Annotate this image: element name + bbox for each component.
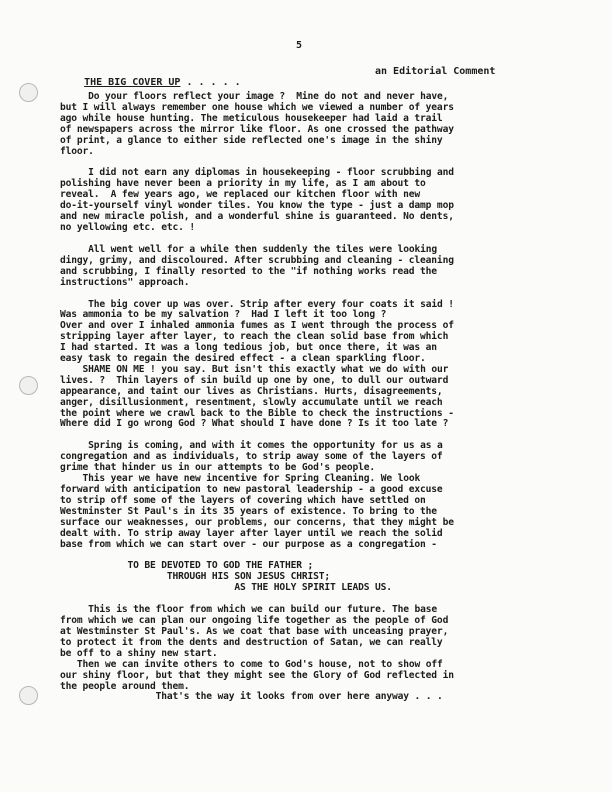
punch-hole <box>19 686 38 705</box>
page-number: 5 <box>296 40 303 51</box>
paragraph: Spring is coming, and with it comes the opportunity for us as a congregation and as individuals, to strip away some of the layers of grime that hinder us in our attempts to be God's people. This year we have new incentive for Spring Cleaning. We look forward with anticipation to new pastoral leadership - a good excuse to strip off some of the layers of covering which have settled on Westminster St Paul's in its 35 years of existence. To bring to the surface our weaknesses, our problems, our concerns, that they might be dealt with. To strip away layer after layer until we reach the solid base from which we can start over - our purpose as a congregation - <box>60 440 454 550</box>
paragraph: All went well for a while then suddenly the tiles were looking dingy, grimy, and discoloured. After scrubbing and cleaning - cleaning and scrubbing, I finally resorted to the "if nothing works read the instructions" approach. <box>60 243 454 288</box>
motto-line: TO BE DEVOTED TO GOD THE FATHER ; <box>60 560 314 572</box>
paragraph: Do your floors reflect your image ? Mine do not and never have, but I will always remember one house which we viewed a number of years ago while house hunting. The meticulous housekeeper had laid a trail of newspapers across the mirror like floor. As one crossed the pathway of print, a glance to either side reflected one's image in the shiny floor. <box>60 91 454 157</box>
title-dots: . . . . . <box>180 77 241 88</box>
motto-line: THROUGH HIS SON JESUS CHRIST; <box>60 571 331 583</box>
punch-hole <box>19 376 38 395</box>
article-body <box>60 92 560 703</box>
paragraph: I did not earn any diplomas in housekeeping - floor scrubbing and polishing have never been a priority in my life, as I am about to reveal. A few years ago, we replaced our kitchen floor with new do-it-yourself vinyl wonder tiles. You know the type - just a damp mop and new miracle polish, and a wonderful shine is guaranteed. No dents, no yellowing etc. etc. ! <box>60 167 454 233</box>
paragraph: The big cover up was over. Strip after every four coats it said ! Was ammonia to be my salvation ? Had I left it too long ? Over and over I inhaled ammonia fumes as I went through the process of stripping layer after layer, to reach the clean solid base from which I had started. It was a long tedious job, but once there, it was an easy task to regain the desired effect - a clean sparkling floor. SHAME ON ME ! you say. But isn't this exactly what we do with our lives. ? Thin layers of sin build up one by one, to dull our outward appearance, and taint our lives as Christians. Hurts, disagreements, anger, disillusionment, resentment, slowly accumulate until we reach the point where we crawl back to the Bible to check the instructions - Where did I go wrong God ? What should I have done ? Is it too late ? <box>60 298 454 430</box>
paragraph: This is the floor from which we can build our future. The base from which we can plan our ongoing life together as the people of God at Westminster St Paul's. As we coat that base with unceasing prayer, to protect it from the dents and destruction of Satan, we can really be off to a shiny new start. Then we can invite others to come to God's house, not to show off our shiny floor, but that they might see the Glory of God reflected in the people around them. That's the way it looks from over here anyway . . . <box>60 604 454 703</box>
motto-block <box>60 561 560 594</box>
punch-hole <box>19 83 38 102</box>
article-title: THE BIG COVER UP <box>84 77 181 88</box>
motto-line: AS THE HOLY SPIRIT LEADS US. <box>60 582 392 594</box>
article-subtitle: an Editorial Comment <box>375 66 496 77</box>
